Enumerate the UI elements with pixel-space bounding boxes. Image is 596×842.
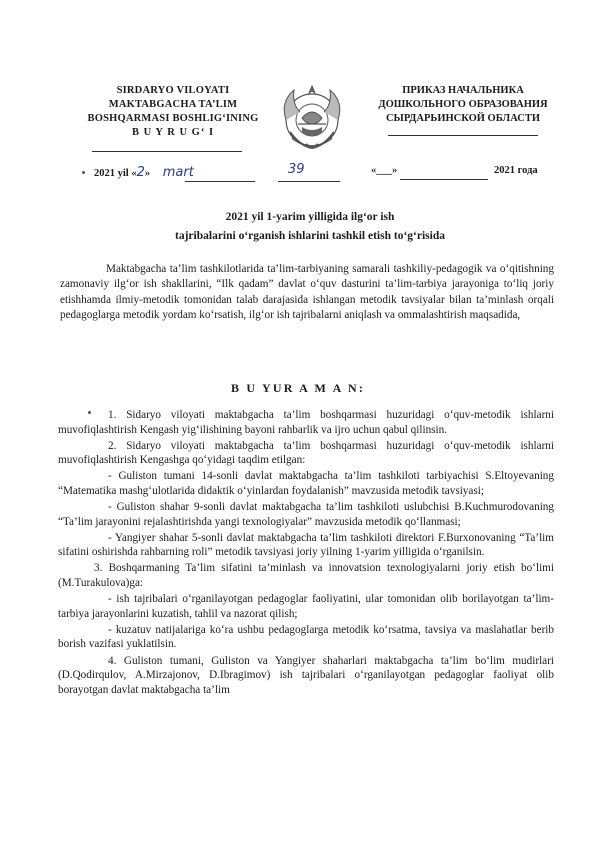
header-right (358, 84, 568, 126)
header-left-rule (92, 151, 242, 152)
date-day-handwritten: 2 (136, 165, 145, 180)
document-title (60, 208, 560, 246)
order-item-3: 3. Boshqarmaning Ta’lim sifatini ta’minlash va innovatsion texnologiyalarni joriy etish bo‘limi (M.Turakulova)ga: (58, 562, 554, 590)
header-left-line2: MAKTABGACHA TA’LIM (108, 99, 238, 110)
date-line-left (94, 165, 194, 180)
date-month-rule (185, 181, 255, 182)
date-right-year (494, 165, 538, 176)
header-right-line3: СЫРДАРЬИНСКОЙ ОБЛАСТИ (385, 113, 541, 124)
order-item-4: 4. Guliston tumani, Guliston va Yangiyer shaharlari maktabgacha ta’lim bo‘lim mudirlari (D.Qodirqulov, A.Mirzajonov, D.Ibragimov) ish tajribalari o‘rganilayotgan pedagoglar faoliyat olib borayotgan davlat maktabgacha ta’lim (58, 654, 554, 696)
order-subitem: - ish tajribalari o‘rganilayotgan pedagoglar faoliyatini, ular tomonidan olib borilayotgan ta’lim-tarbiya jarayonlarini kuzatish, tahlil va nazorat qilish; (58, 593, 554, 620)
order-subitem: - kuzatuv natijalariga ko‘ra ushbu pedagoglarga metodik ko‘rsatma, tavsiya va maslahatlar berib borish vazifasi yuklatilsin. (58, 623, 554, 651)
order-subitem: - Guliston shahar 9-sonli davlat maktabgacha ta’lim tashkiloti uslubchisi B.Kuchmurodovaning “Ta’lim jarayonini rejalashtirishda yangi texnologiyalar” mavzusida metodik qo‘llanmasi; (58, 501, 554, 528)
date-line-right (371, 165, 397, 176)
order-heading: B U YUR A M A N: (230, 381, 366, 395)
date-right-open: «___» (371, 165, 398, 176)
header-right-line2: ДОШКОЛЬНОГО ОБРАЗОВАНИЯ (378, 99, 548, 110)
header-left (78, 84, 268, 140)
order-number (288, 162, 305, 177)
order-subitem: - Yangiyer shahar 5-sonli davlat maktabgacha ta’lim tashkiloti direktori F.Burxonovaning “Ta’lim sifatini oshirishda rahbarning roli” metodik tavsiyasi joriy yilning 1-yarim yilligida o‘rganilsin. (58, 531, 554, 559)
header-left-line4: B U Y R U G‘ I (131, 127, 215, 138)
header-left-line1: SIRDARYO VILOYATI (116, 85, 230, 96)
order-number-rule (278, 181, 340, 182)
date-month-handwritten: mart (162, 165, 194, 180)
order-number-handwritten: 39 (288, 162, 305, 177)
header-right-line1: ПРИКАЗ НАЧАЛЬНИКА (402, 85, 524, 96)
order-item-2: 2. Sidaryo viloyati maktabgacha ta’lim boshqarmasi huzuridagi o‘quv-metodik ishlarni muvofiqlashtirish Kengashga qo‘yidagi taqdim etilgan: (58, 439, 554, 467)
order-items (58, 408, 554, 699)
state-emblem-icon (272, 80, 352, 156)
header-left-line3: BOSHQARMASI BOSHLIG‘INING (87, 113, 259, 124)
order-item-1: 1. Sidaryo viloyati maktabgacha ta’lim boshqarmasi huzuridagi o‘quv-metodik ishlarni muvofiqlashtirish Kengash yig‘ilishining bayoni rahbarlik va ijro uchun qabul qilinsin. (58, 409, 554, 436)
date-prefix: 2021 yil « (94, 168, 137, 179)
date-right-rule (400, 179, 488, 180)
title-line2: tajribalarini o‘rganish ishlarini tashkil etish to‘g‘risida (175, 230, 445, 242)
margin-dot (82, 171, 85, 174)
date-right-year-text: 2021 года (494, 165, 538, 176)
date-close-quote: » (144, 168, 151, 179)
intro-paragraph: Maktabgacha ta’lim tashkilotlarida ta’lim-tarbiyaning samarali tashkiliy-pedagogik va o‘qitishning zamonaviy ilg‘or ish shakllarini, “Ilk qadam” davlat o‘quv dasturini ta’lim-tarbiya jarayoniga to‘liq joriy etishhamda ilmiy-metodik tomonidan talab darajasida ishlangan metodik tavsiyalar bilan ta’minlash orqali pedagoglarga metodik yordam ko‘rsatish, ilg‘or ish tajribalarni aniqlash va ommalashtirish maqsadida, (60, 263, 554, 322)
title-line1: 2021 yil 1-yarim yilligida ilg‘or ish (225, 211, 395, 223)
order-subitem: - Guliston tumani 14-sonli davlat maktabgacha ta’lim tashkiloti tarbiyachisi S.Eltoyevaning “Matematika mashg‘ulotlarida didaktik o‘yinlardan foydalanish” mavzusida metodik tavsiyasi; (58, 470, 554, 497)
header-right-rule (388, 135, 538, 136)
